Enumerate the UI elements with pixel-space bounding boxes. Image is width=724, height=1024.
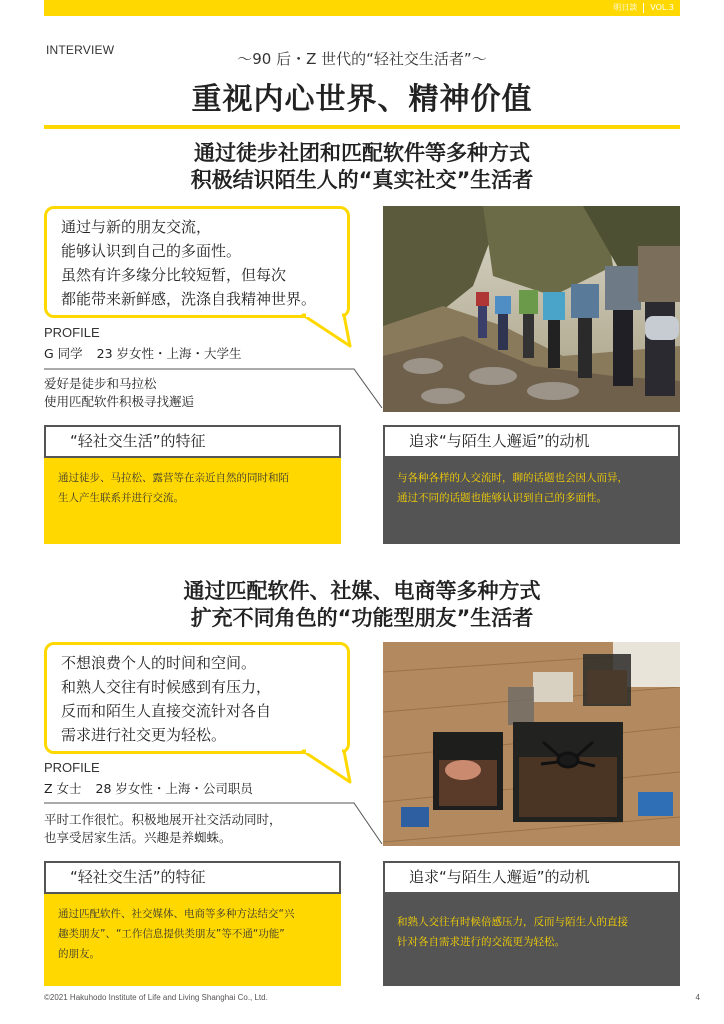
profile-identity (44, 344, 242, 362)
section-title-line: 通过匹配软件、社媒、电商等多种方式 (183, 579, 541, 603)
quote-line: 和熟人交往有时候感到有压力， (61, 678, 272, 696)
feature-line: 通过徒步、马拉松、露营等在亲近自然的同时和陌 (58, 472, 289, 484)
profile-name: Z 女士 (44, 781, 82, 796)
feature-line: 趣类朋友”、“工作信息提供类朋友”等不通“功能” (58, 928, 285, 940)
motive-box (383, 861, 680, 986)
feature-text (44, 458, 341, 544)
motive-text (383, 458, 680, 544)
magazine-name: 明日談 (613, 3, 638, 12)
feature-title: “轻社交生活”的特征 (44, 861, 341, 894)
bubble-tail (300, 748, 360, 786)
motive-line: 通过不同的话题也能够认识到自己的多面性。 (397, 492, 607, 504)
page-title: 重视内心世界、精神价值 (191, 82, 533, 117)
profile-info: 28 岁女性・上海・公司职员 (95, 781, 253, 796)
bubble-tail (300, 312, 360, 350)
feature-line: 通过匹配软件、社交媒体、电商等多种方法结交“兴 (58, 908, 295, 920)
motive-text (383, 894, 680, 986)
quote-bubble (44, 206, 350, 318)
motive-line: 和熟人交往有时候倍感压力，反而与陌生人的直接 (397, 916, 628, 928)
quote-line: 需求进行社交更为轻松。 (61, 726, 227, 744)
motive-title: 追求“与陌生人邂逅”的动机 (383, 861, 680, 894)
profile-name: G 同学 (44, 346, 83, 361)
top-bar (44, 0, 680, 16)
feature-box (44, 861, 341, 986)
magazine-info (613, 2, 674, 13)
feature-box (44, 425, 341, 544)
profile-hobby (44, 811, 282, 847)
hiking-photo (383, 206, 680, 412)
profile-hobby (44, 375, 194, 411)
quote-line: 能够认识到自己的多面性。 (61, 242, 242, 260)
profile-label: PROFILE (44, 325, 100, 340)
motive-line: 与各种各样的人交流时，聊的话题也会因人而异， (397, 472, 628, 484)
motive-box (383, 425, 680, 544)
profile-identity (44, 779, 253, 797)
hobby-line: 使用匹配软件积极寻找邂逅 (44, 394, 195, 409)
section-2-title (0, 578, 724, 632)
section-tag: INTERVIEW (46, 43, 115, 57)
page-subtitle: ～90 后・Z 世代的“轻社交生活者”～ (237, 50, 487, 68)
hobby-line: 也享受居家生活。兴趣是养蜘蛛。 (44, 830, 232, 845)
quote-line: 通过与新的朋友交流， (61, 218, 212, 236)
section-1-title (0, 140, 724, 194)
page-number: 4 (695, 993, 700, 1002)
volume-label: VOL.3 (650, 3, 674, 12)
hobby-line: 平时工作很忙。积极地展开社交活动同时， (44, 812, 282, 827)
title-rule (44, 125, 680, 129)
quote-line: 反而和陌生人直接交流针对各自 (61, 702, 272, 720)
feature-title: “轻社交生活”的特征 (44, 425, 341, 458)
section-title-line: 扩充不同角色的“功能型朋友”生活者 (190, 606, 534, 630)
quote-line: 不想浪费个人的时间和空间。 (61, 654, 257, 672)
motive-title: 追求“与陌生人邂逅”的动机 (383, 425, 680, 458)
hobby-line: 爱好是徒步和马拉松 (44, 376, 157, 391)
quote-line: 都能带来新鲜感，洗涤自我精神世界。 (61, 290, 317, 308)
profile-label: PROFILE (44, 760, 100, 775)
terrarium-photo (383, 642, 680, 846)
motive-line: 针对各自需求进行的交流更为轻松。 (397, 936, 565, 948)
profile-info: 23 岁女性・上海・大学生 (96, 346, 242, 361)
section-title-line: 积极结识陌生人的“真实社交”生活者 (190, 168, 534, 192)
feature-line: 生人产生联系并进行交流。 (58, 492, 184, 504)
feature-line: 的朋友。 (58, 948, 100, 960)
copyright: ©2021 Hakuhodo Institute of Life and Living Shanghai Co., Ltd. (44, 993, 268, 1002)
feature-text (44, 894, 341, 986)
quote-bubble (44, 642, 350, 754)
section-title-line: 通过徒步社团和匹配软件等多种方式 (194, 141, 530, 165)
divider (643, 3, 644, 13)
quote-line: 虽然有许多缘分比较短暂，但每次 (61, 266, 287, 284)
